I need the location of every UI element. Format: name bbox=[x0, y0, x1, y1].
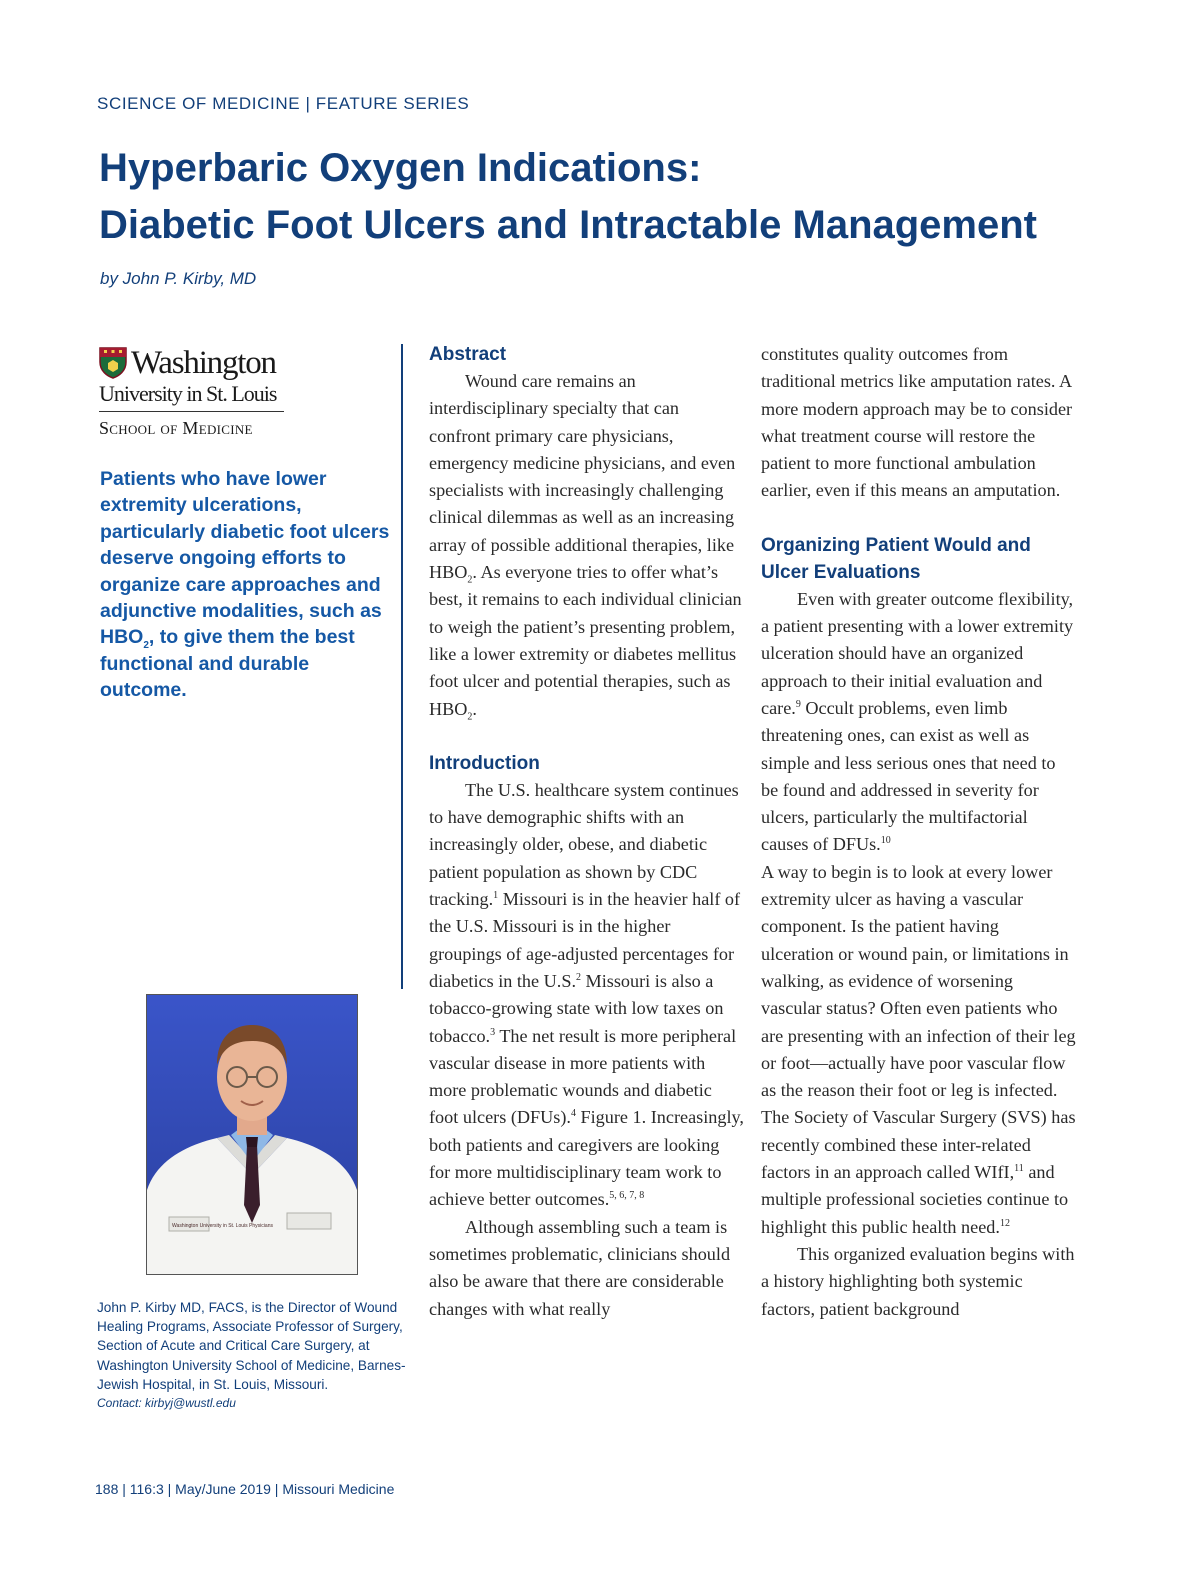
author-photo bbox=[146, 994, 358, 1275]
introduction-heading: Introduction bbox=[429, 752, 540, 774]
column-divider bbox=[401, 344, 403, 989]
abstract-heading: Abstract bbox=[429, 344, 507, 365]
page-footer: 188 | 116:3 | May/June 2019 | Missouri Medicine bbox=[95, 1481, 395, 1497]
organizing-paragraph-3: This organized evaluation begins with a history highlighting both systemic factors, patient background bbox=[761, 1243, 1075, 1319]
abstract-paragraph: Wound care remains an interdisciplinary specialty that can confront primary care physicians, emergency medicine physicians, and even specialists with increasingly challenging clinical dilemmas as well as an increasing array of possible additional therapies, like $HBO_2$. As everyone tries to offer what’s best, it remains to each individual clinician to weigh the patient’s presenting problem, like a lower extremity or diabetes mellitus foot ulcer and potential therapies, such as $HBO_2$. bbox=[429, 371, 742, 723]
article-title bbox=[99, 140, 1179, 254]
continued-paragraph: constitutes quality outcomes from traditional metrics like amputation rates. A more modern approach may be to consider what treatment course will restore the patient to more functional ambulation earlier, even if this means an amputation. bbox=[761, 344, 1073, 501]
title-line-1: Hyperbaric Oxygen Indications: bbox=[99, 146, 702, 190]
pull-quote: Patients who have lower extremity ulcerations, particularly diabetic foot ulcers deserve ongoing efforts to organize care approaches and adjunctive modalities, such as $HBO_2$, to give them the best functional and durable outcome. bbox=[100, 468, 390, 702]
author-caption bbox=[97, 1298, 412, 1413]
introduction-paragraph-2: Although assembling such a team is sometimes problematic, clinicians should also be aware that there are considerable changes with what really bbox=[429, 1216, 731, 1319]
university-logo bbox=[99, 346, 284, 439]
coat-badge-text: Washington University in St. Louis Physicians bbox=[172, 1223, 273, 1229]
text-column-1 bbox=[429, 341, 744, 1323]
caption-text: John P. Kirby MD, FACS, is the Director of Wound Healing Programs, Associate Professor of Surgery, Section of Acute and Critical Care Surgery, at Washington University School of Medicine, Barnes-Jewish Hospital, in St. Louis, Missouri. bbox=[97, 1300, 406, 1392]
university-shield-icon bbox=[99, 347, 127, 379]
text-column-2 bbox=[761, 341, 1076, 1323]
organizing-paragraph-1: Even with greater outcome flexibility, a patient presenting with a lower extremity ulceration should have an organized approach to their initial evaluation and care.$^9$ Occult problems, even limb threatening ones, can exist as well as simple and less serious ones that need to be found and addressed in severity for ulcers, particularly the multifactorial causes of DFUs.$^{10}$ bbox=[761, 588, 1074, 855]
organizing-paragraph-2: A way to begin is to look at every lower extremity ulcer as having a vascular component. Is the patient having ulceration or wound pain, or limitations in walking, as evidence of worsening vascular status? Often even patients who are presenting with an infection of their leg or foot—actually have poor vascular flow as the reason their foot or leg is infected. The Society of Vascular Surgery (SVS) has recently combined these inter-related factors in an approach called WIfI,$^{11}$ and multiple professional societies continue to highlight this public health need.$^{12}$ bbox=[761, 861, 1076, 1237]
author-contact: Contact: kirbyj@wustl.edu bbox=[97, 1396, 236, 1411]
author-portrait-illustration bbox=[147, 995, 357, 1274]
introduction-paragraph-1: The U.S. healthcare system continues to have demographic shifts with an increasingly older, obese, and diabetic patient population as shown by CDC tracking.$^1$ Missouri is in the heavier half of the U.S. Missouri is in the higher groupings of age-adjusted percentages for diabetics in the U.S.$^2$ Missouri is also a tobacco-growing state with low taxes on tobacco.$^3$ The net result is more peripheral vascular disease in more patients with more problematic wounds and diabetic foot ulcers (DFUs).$^4$ Figure 1. Increasingly, both patients and caregivers are looking for more multidisciplinary team work to achieve better outcomes.$^{5, 6, 7, 8}$ bbox=[429, 779, 744, 1210]
byline: by John P. Kirby, MD bbox=[100, 269, 257, 288]
series-label: SCIENCE OF MEDICINE | FEATURE SERIES bbox=[97, 94, 470, 113]
logo-divider bbox=[99, 411, 284, 412]
title-line-2: Diabetic Foot Ulcers and Intractable Management bbox=[99, 203, 1037, 247]
organizing-heading: Organizing Patient Would and Ulcer Evaluations bbox=[761, 534, 1031, 583]
logo-word-university: University in St. Louis bbox=[99, 381, 277, 406]
logo-word-school: School of Medicine bbox=[99, 418, 253, 438]
logo-word-washington: Washington bbox=[131, 345, 276, 381]
